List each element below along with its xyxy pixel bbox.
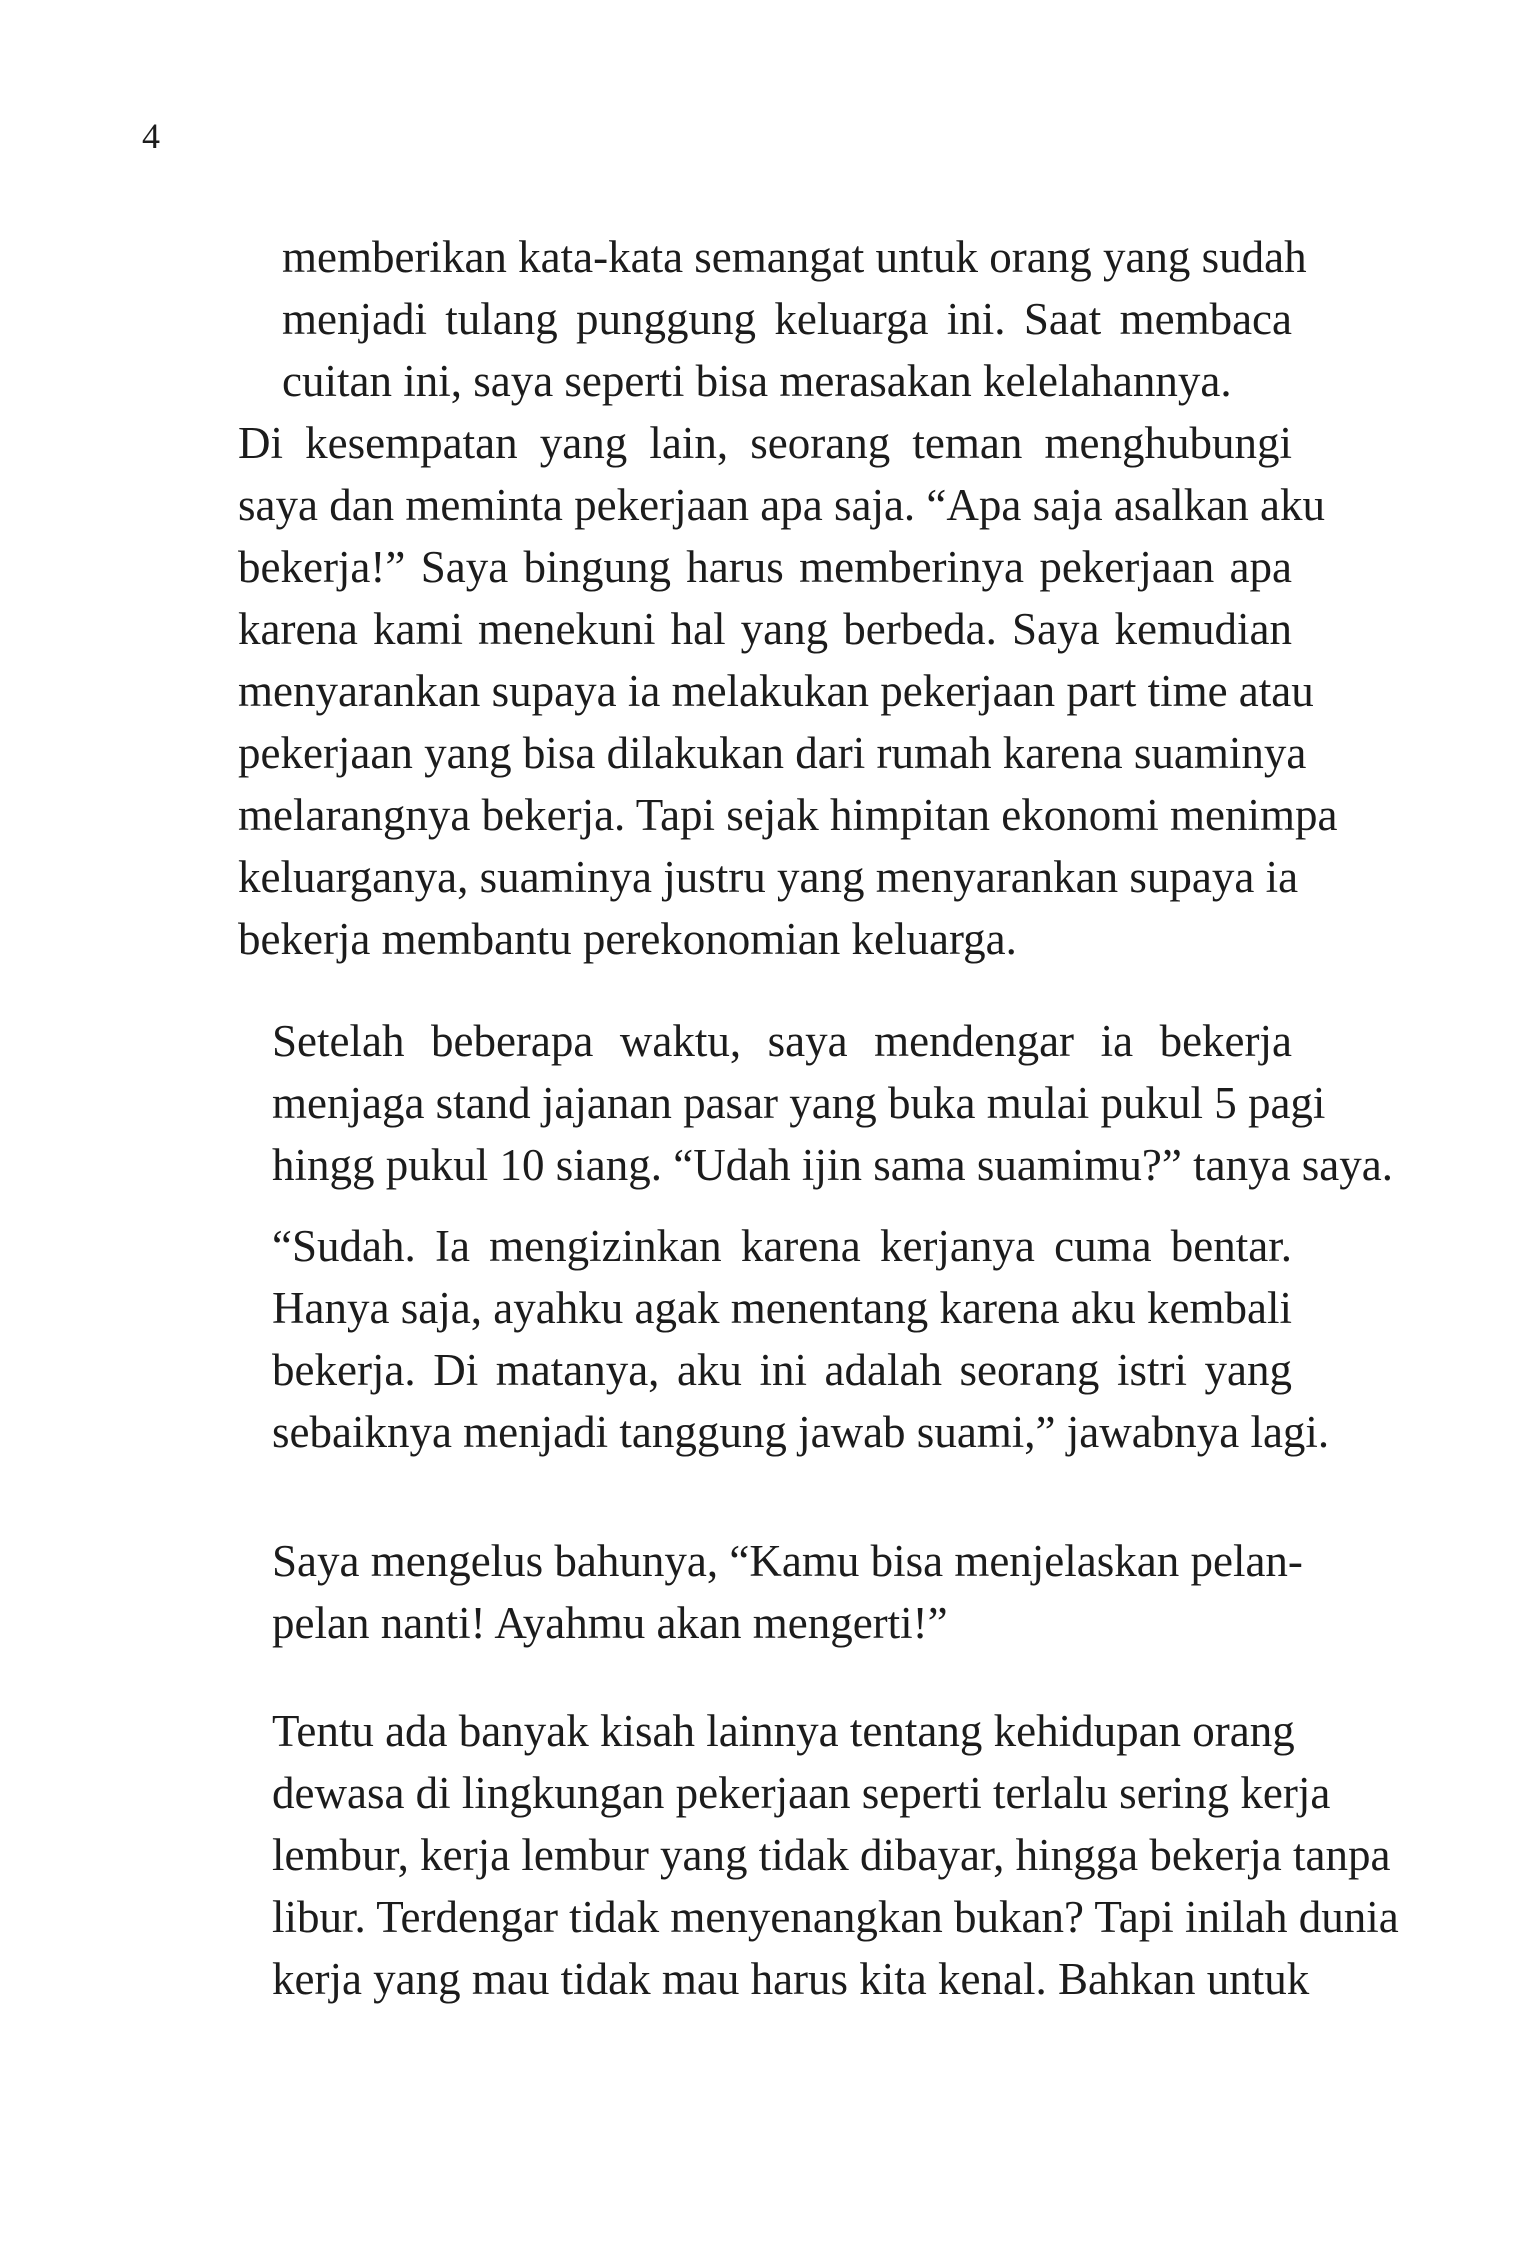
text-line: saya dan meminta pekerjaan apa saja. “Apa saja asalkan aku — [238, 480, 1325, 530]
text-line: sebaiknya menjadi tanggung jawab suami,” jawabnya lagi. — [272, 1407, 1330, 1457]
text-line: pelan nanti! Ayahmu akan mengerti!” — [272, 1598, 948, 1648]
text-line: keluarganya, suaminya justru yang menyarankan supaya ia — [238, 852, 1299, 902]
page-number: 4 — [142, 116, 160, 156]
text-line: kerja yang mau tidak mau harus kita kenal. Bahkan untuk — [272, 1954, 1310, 2004]
text-line: hingg pukul 10 siang. “Udah ijin sama suamimu?” tanya saya. — [272, 1140, 1394, 1190]
text-line: Saya mengelus bahunya, “Kamu bisa menjelaskan pelan- — [272, 1536, 1303, 1586]
text-line: bekerja!” Saya bingung harus memberinya pekerjaan apa — [238, 542, 1292, 592]
text-line: libur. Terdengar tidak menyenangkan bukan? Tapi inilah dunia — [272, 1892, 1399, 1942]
body-paragraph — [212, 1215, 1330, 1463]
text-line: Setelah beberapa waktu, saya mendengar ia bekerja — [272, 1016, 1292, 1066]
text-line: memberikan kata-kata semangat untuk orang yang sudah — [282, 232, 1307, 282]
body-paragraph — [212, 412, 1338, 970]
text-line: bekerja membantu perekonomian keluarga. — [238, 914, 1017, 964]
quote-paragraph — [282, 226, 1307, 412]
text-line: dewasa di lingkungan pekerjaan seperti terlalu sering kerja — [272, 1768, 1331, 1818]
text-line: “Sudah. Ia mengizinkan karena kerjanya cuma bentar. — [272, 1221, 1292, 1271]
text-line: menjaga stand jajanan pasar yang buka mulai pukul 5 pagi — [272, 1078, 1326, 1128]
text-line: karena kami menekuni hal yang berbeda. Saya kemudian — [238, 604, 1292, 654]
text-line: lembur, kerja lembur yang tidak dibayar, hingga bekerja tanpa — [272, 1830, 1391, 1880]
text-line: pekerjaan yang bisa dilakukan dari rumah karena suaminya — [238, 728, 1307, 778]
body-paragraph — [212, 1530, 1303, 1654]
body-paragraph — [212, 1010, 1394, 1196]
text-line: Di kesempatan yang lain, seorang teman menghubungi — [238, 418, 1292, 468]
text-line: cuitan ini, saya seperti bisa merasakan kelelahannya. — [282, 356, 1232, 406]
text-line: Tentu ada banyak kisah lainnya tentang kehidupan orang — [272, 1706, 1295, 1756]
body-paragraph — [212, 1700, 1399, 2010]
text-line: bekerja. Di matanya, aku ini adalah seorang istri yang — [272, 1345, 1292, 1395]
text-line: melarangnya bekerja. Tapi sejak himpitan ekonomi menimpa — [238, 790, 1338, 840]
text-line: menjadi tulang punggung keluarga ini. Saat membaca — [282, 294, 1292, 344]
text-line: Hanya saja, ayahku agak menentang karena aku kembali — [272, 1283, 1292, 1333]
text-line: menyarankan supaya ia melakukan pekerjaan part time atau — [238, 666, 1314, 716]
